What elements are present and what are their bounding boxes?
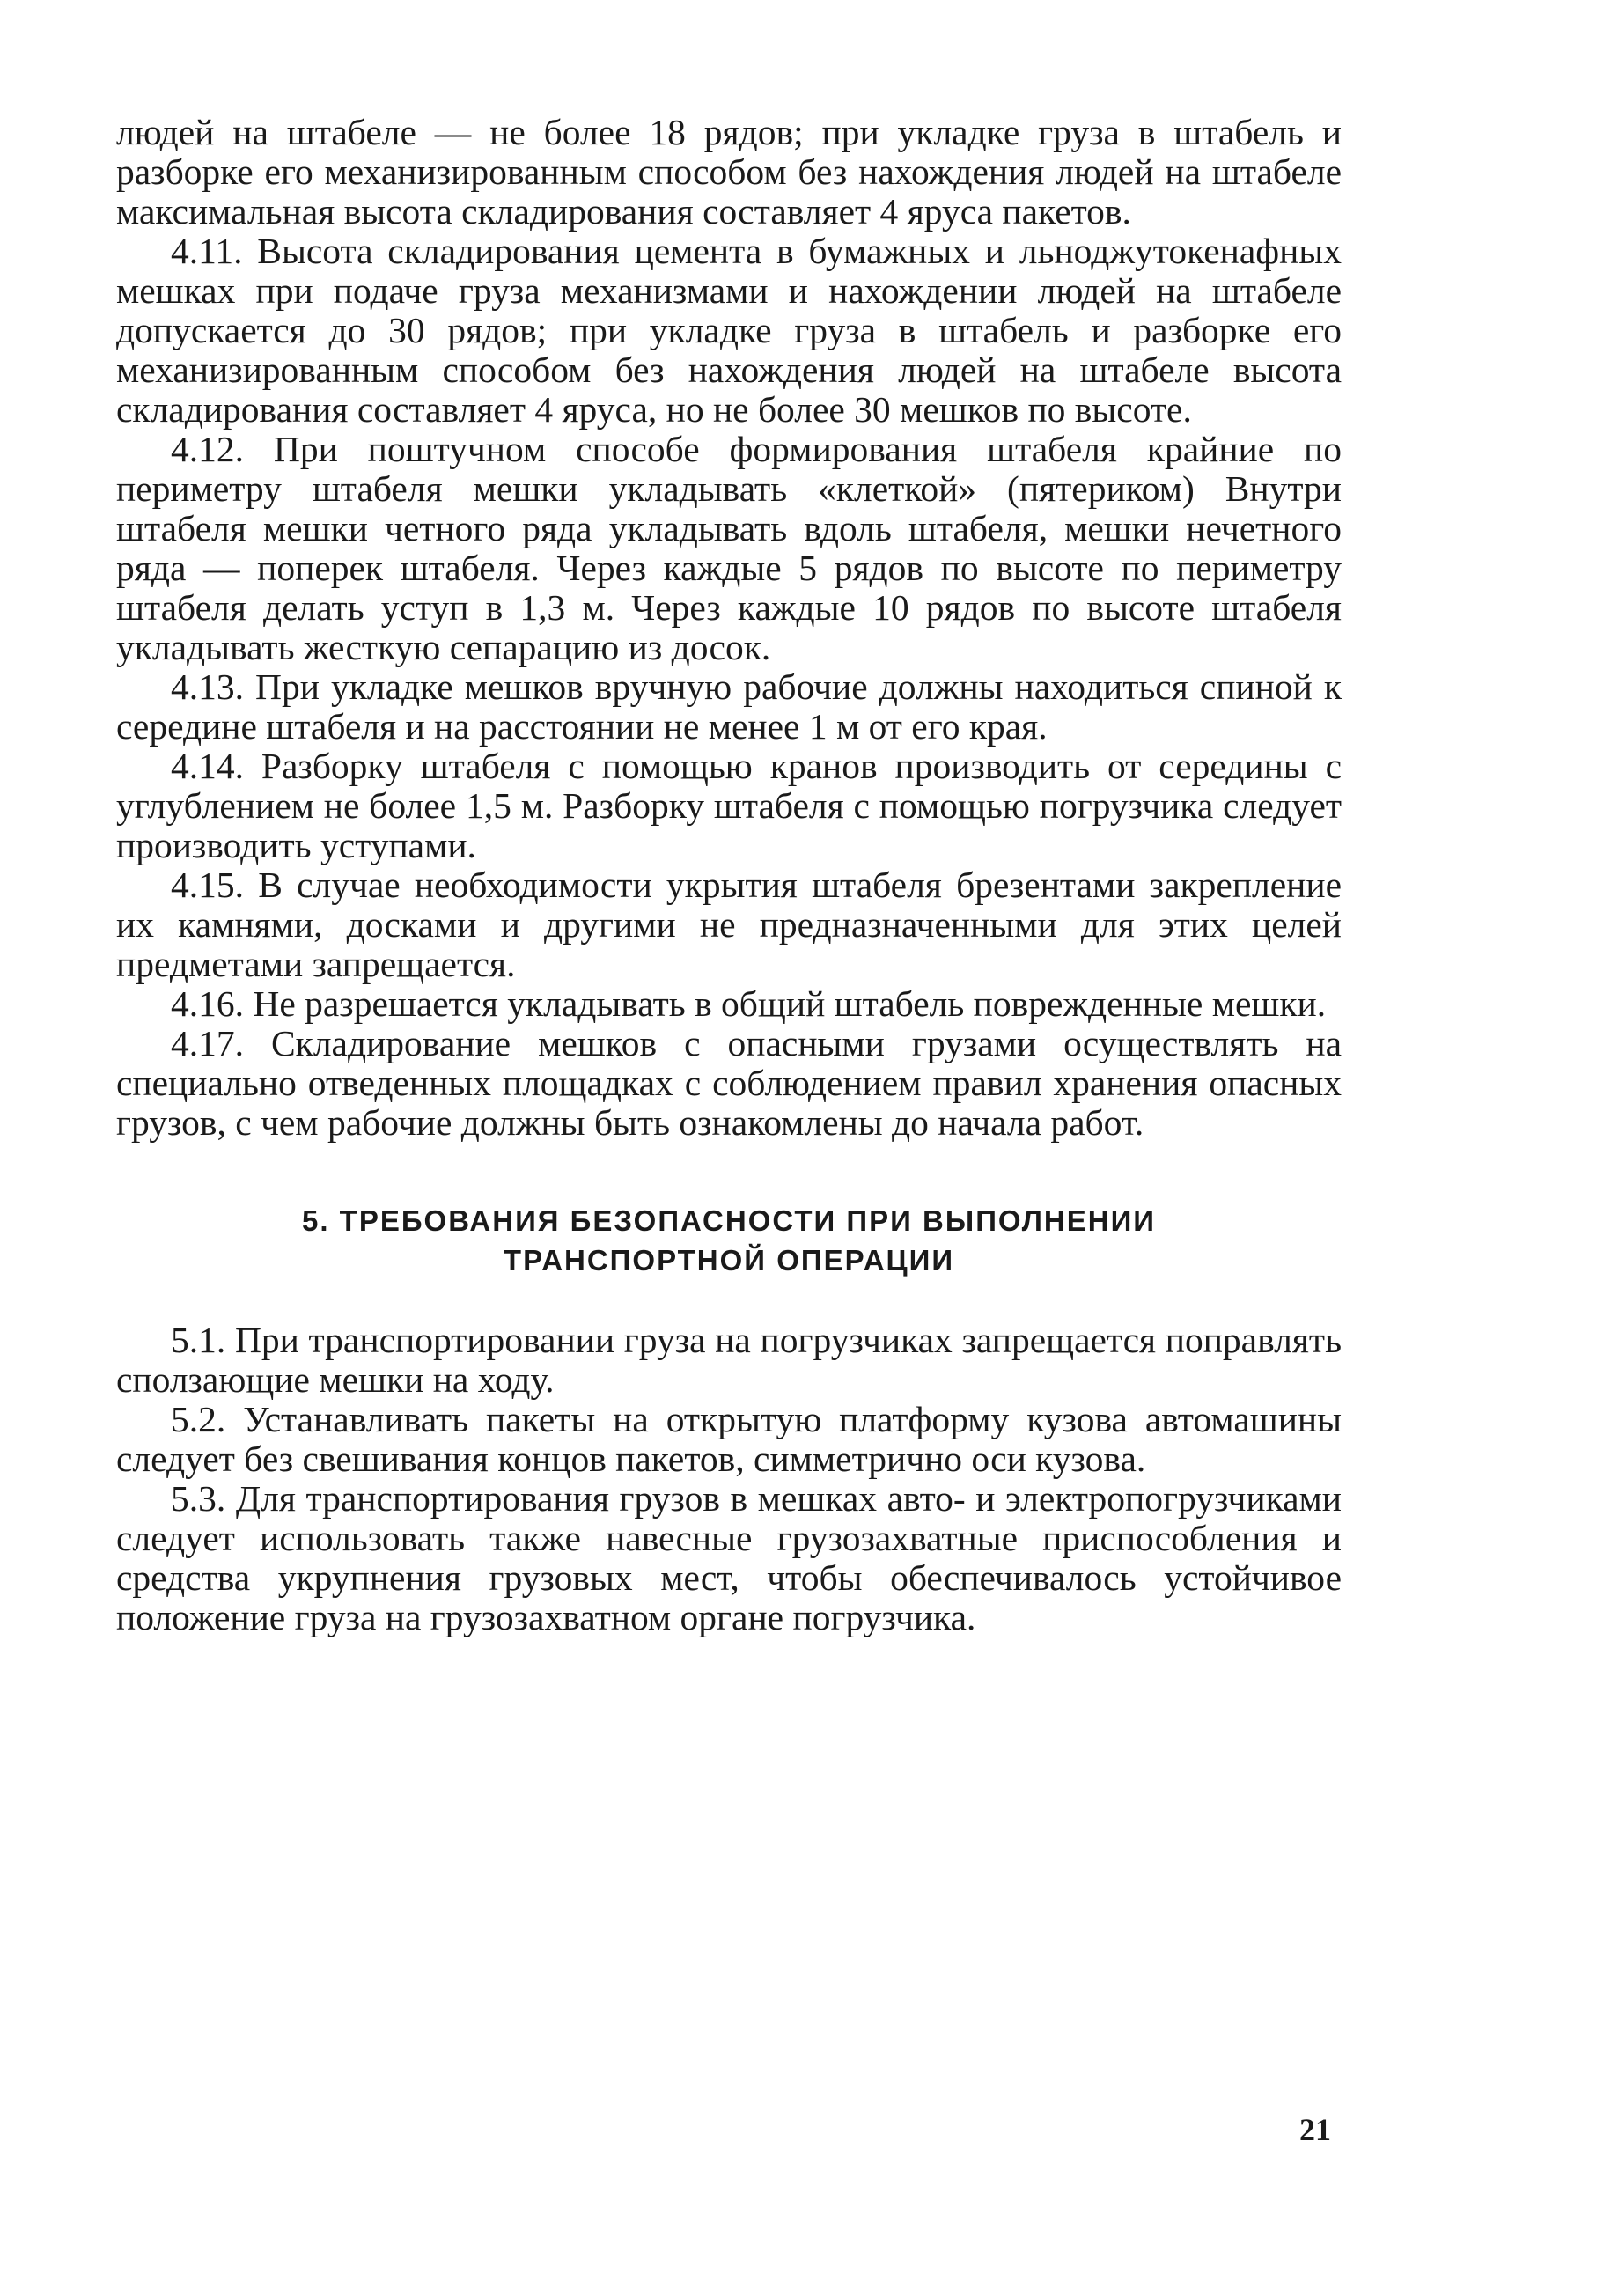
paragraph-text: При транспортировании груза на погрузчиках запрещается поправлять сползающие мешки на ходу. [116, 1320, 1342, 1400]
paragraph-number: 5.1. [171, 1320, 226, 1360]
paragraph-number: 4.13. [171, 666, 244, 707]
paragraph-text: Разборку штабеля с помощью кранов производить от середины с углублением не более 1,5 м. Разборку штабеля с помощью погрузчика следует производить уступами. [116, 746, 1342, 865]
paragraph-4-12 [116, 430, 1342, 667]
paragraph-4-16 [116, 984, 1342, 1024]
paragraph-number: 5.2. [171, 1399, 226, 1439]
paragraph-4-17 [116, 1024, 1342, 1143]
paragraph-number: 4.17. [171, 1023, 244, 1063]
paragraph-text: В случае необходимости укрытия штабеля брезентами закрепление их камнями, досками и другими не предназначенными для этих целей предметами запрещается. [116, 865, 1342, 984]
paragraph-4-11 [116, 232, 1342, 430]
section-heading [116, 1201, 1342, 1280]
paragraph-text: Устанавливать пакеты на открытую платформу кузова автомашины следует без свешивания концов пакетов, симметрично оси кузова. [116, 1399, 1342, 1479]
paragraph-5-1 [116, 1321, 1342, 1400]
paragraph-number: 5.3. [171, 1478, 226, 1519]
paragraph-text: людей на штабеле — не более 18 рядов; при укладке груза в штабель и разборке его механизированным способом без нахождения людей на штабеле максимальная высота складирования составляет 4 яруса пакетов. [116, 112, 1342, 232]
paragraph-text: При укладке мешков вручную рабочие должны находиться спиной к середине штабеля и на расстоянии не менее 1 м от его края. [116, 666, 1342, 747]
paragraph-text: Для транспортирования грузов в мешках авто- и электропогрузчиками следует использовать также навесные грузозахватные приспособления и средства укрупнения грузовых мест, чтобы обеспечивалось устойчивое положение груза на грузозахватном органе погрузчика. [116, 1478, 1342, 1637]
page-number: 21 [1299, 2112, 1331, 2147]
paragraph-5-3 [116, 1479, 1342, 1637]
paragraph-text: Не разрешается укладывать в общий штабель поврежденные мешки. [253, 983, 1327, 1024]
paragraph-number: 4.14. [171, 746, 244, 786]
paragraph-5-2 [116, 1400, 1342, 1479]
paragraph-text: Высота складирования цемента в бумажных и льноджутокенафных мешках при подаче груза механизмами и нахождении людей на штабеле допускается до 30 рядов; при укладке груза в штабель и разборке его механизированным способом без нахождения людей на штабеле высота складирования составляет 4 яруса, но не более 30 мешков по высоте. [116, 231, 1342, 430]
paragraph-4-14 [116, 747, 1342, 865]
paragraph-4-15 [116, 865, 1342, 984]
paragraph-number: 4.16. [171, 983, 244, 1024]
section-heading-line-2: ТРАНСПОРТНОЙ ОПЕРАЦИИ [503, 1244, 955, 1277]
paragraph-4-13 [116, 667, 1342, 747]
section-heading-line-1: 5. ТРЕБОВАНИЯ БЕЗОПАСНОСТИ ПРИ ВЫПОЛНЕНИИ [301, 1204, 1157, 1237]
paragraph-text: Складирование мешков с опасными грузами осуществлять на специально отведенных площадках с соблюдением правил хранения опасных грузов, с чем рабочие должны быть ознакомлены до начала работ. [116, 1023, 1342, 1143]
paragraph-number: 4.15. [171, 865, 244, 905]
paragraph-continuation [116, 113, 1342, 232]
paragraph-text: При поштучном способе формирования штабеля крайние по периметру штабеля мешки укладывать «клеткой» (пятериком) Внутри штабеля мешки четного ряда укладывать вдоль штабеля, мешки нечетного ряда — поперек штабеля. Через каждые 5 рядов по высоте по периметру штабеля делать уступ в 1,3 м. Через каждые 10 рядов по высоте штабеля укладывать жесткую сепарацию из досок. [116, 429, 1342, 667]
paragraph-number: 4.12. [171, 429, 244, 469]
document-page [116, 113, 1342, 1637]
paragraph-number: 4.11. [171, 231, 243, 271]
